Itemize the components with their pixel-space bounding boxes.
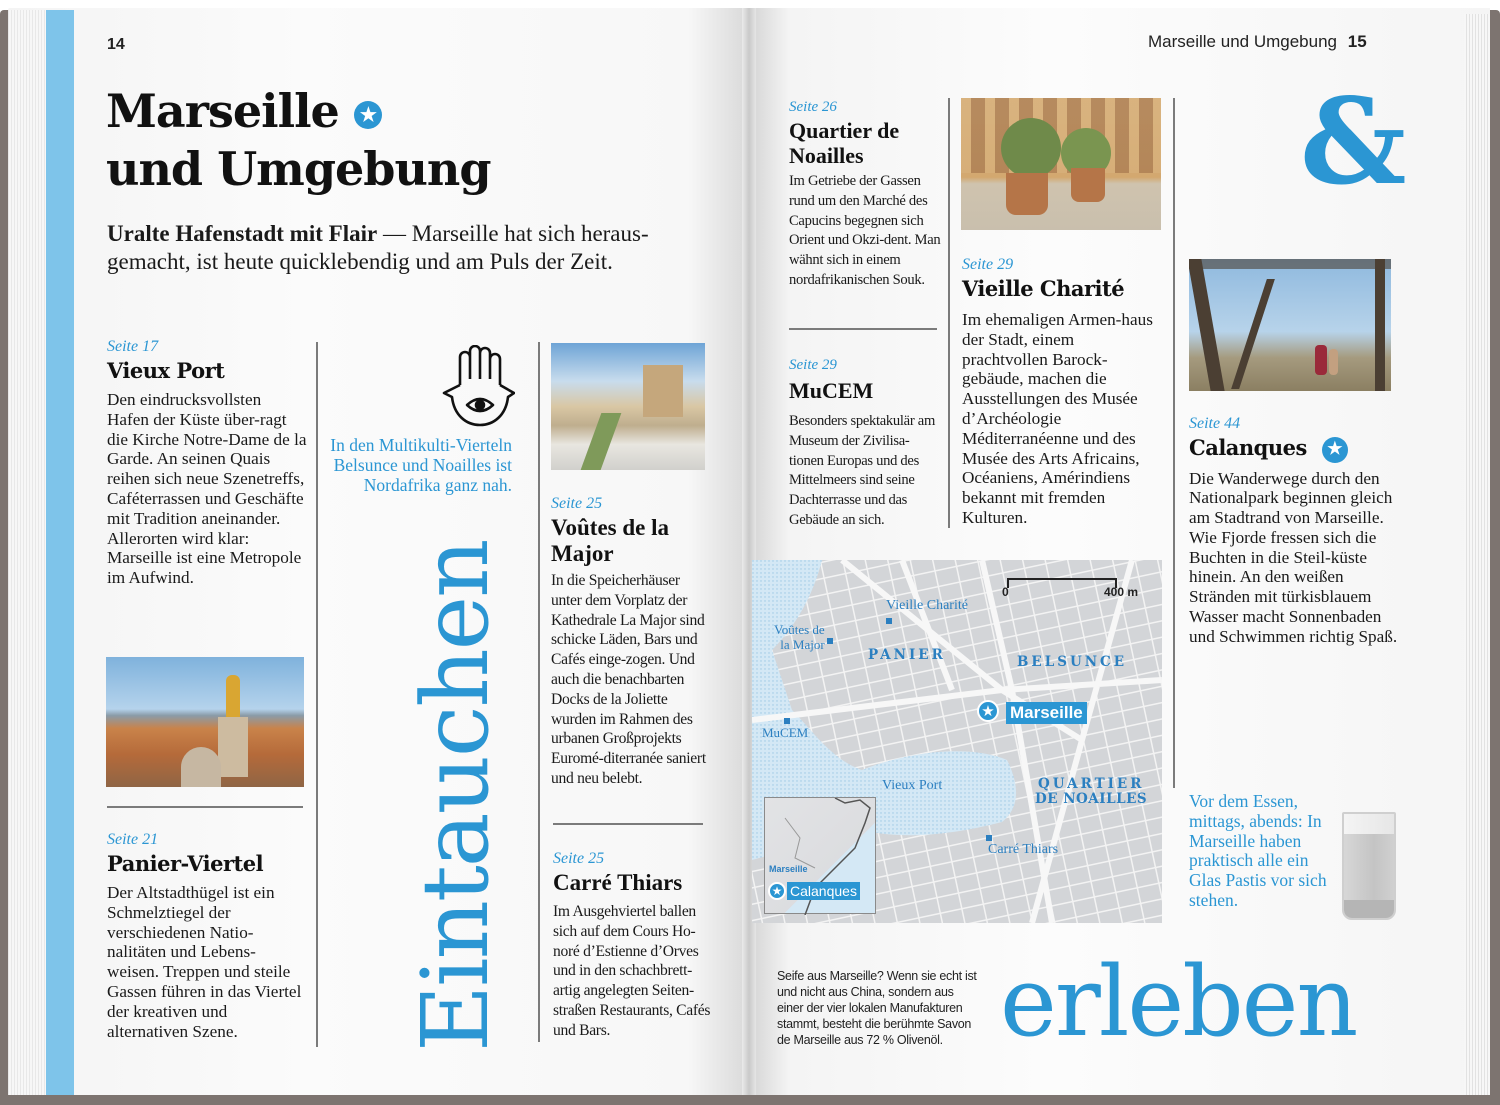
page-ref: Seite 29	[962, 256, 1014, 273]
running-head	[1148, 32, 1367, 52]
star-icon: ★	[977, 700, 999, 722]
chapter-color-strip	[46, 10, 74, 1095]
book-gutter	[742, 8, 756, 1095]
entry-text: Im ehemaligen Armen-haus der Stadt, einem prachtvollen Barock-gebäude, machen die Ausstellungen des Musée d’Archéologie Méditerranéenne und des Musée des Arts Africains, Océaniens, Amérindiens bekannt mit fremden Kulturen.	[962, 310, 1153, 527]
ampersand-heading: &	[1300, 72, 1407, 211]
title-line-2: und Umgebung	[106, 142, 491, 196]
right-page-edges	[1464, 14, 1490, 1095]
pastis-quote: Vor dem Essen, mittags, abends: In Marseille haben praktisch alle ein Glas Pastis vor sich stehen.	[1189, 791, 1327, 910]
map-badge-calanques[interactable]: Calanques	[787, 882, 860, 900]
page-ref: Seite 17	[107, 338, 159, 355]
column-divider	[316, 342, 318, 1047]
cathedrale-la-major-photo	[551, 343, 705, 470]
poi-marker	[886, 618, 892, 624]
district-quartier: QUARTIER	[1038, 776, 1145, 792]
divider	[107, 806, 303, 808]
divider	[553, 823, 703, 825]
star-icon: ★	[354, 101, 382, 129]
notre-dame-de-la-garde-photo	[106, 657, 304, 787]
map-scale-bar	[1007, 578, 1117, 588]
scale-end: 400 m	[1104, 585, 1139, 599]
entry-title-text: Calanques	[1189, 435, 1307, 460]
poi-marker	[784, 718, 790, 724]
intro-body: Marseille hat sich heraus-gemacht, ist heute quicklebendig und am Puls der Zeit.	[107, 221, 649, 274]
region-inset-map	[764, 797, 876, 914]
entry-title: Panier-Viertel	[107, 851, 264, 876]
vertical-word-eintauchen: Eintauchen	[402, 540, 509, 1052]
map-label-voutes-line1: Voûtes de	[774, 622, 825, 637]
map-label-voutes-line2: la Major	[780, 637, 825, 652]
entry-text: Besonders spektakulär am Museum der Zivilisa-tionen Europas und des Mittelmeers sind seine Dachterrasse und das Gebäude an sich.	[789, 413, 935, 528]
running-head-title: Marseille und Umgebung	[1148, 32, 1337, 51]
entry-vieille-charite	[962, 256, 1162, 528]
map-label-vieux-port[interactable]: Vieux Port	[882, 778, 943, 793]
pastis-glass-photo	[1340, 812, 1398, 924]
district-panier: PANIER	[868, 647, 946, 663]
entry-mucem	[789, 357, 944, 531]
map-badge-marseille[interactable]: Marseille	[1006, 702, 1087, 724]
entry-title: Voûtes de la Major	[551, 515, 669, 566]
entry-title: Carré Thiars	[553, 870, 683, 895]
multikulti-quote: In den Multikulti-Vierteln Belsunce und Noailles ist Nordafrika ganz nah.	[330, 435, 512, 495]
vieille-charite-courtyard-photo	[961, 98, 1161, 230]
entry-text: Im Getriebe der Gassen rund um den Marché des Capucins begegnen sich Orient und Okzi-dent. Man wähnt sich in einem nordafrikanischen Souk.	[789, 173, 941, 288]
entry-text: In die Speicherhäuser unter dem Vorplatz der Kathedrale La Major sind schicke Läden, Bars und Cafés einge-zogen. Und auch die benachbarten Docks de la Joliette wurden im Rahmen des urbanen Großprojekts Euromé-diterranée saniert und neu belebt.	[551, 572, 706, 787]
marseille-city-map[interactable]	[752, 560, 1162, 923]
entry-title: Vieux Port	[107, 358, 225, 383]
hamsa-hand-icon	[440, 345, 515, 430]
left-page-edges	[8, 10, 48, 1095]
intro-dash: —	[377, 221, 412, 246]
page-ref: Seite 21	[107, 831, 159, 848]
entry-title: MuCEM	[789, 378, 874, 403]
star-icon: ★	[1322, 437, 1348, 463]
heading-erleben: erleben	[1000, 946, 1357, 1058]
scale-start: 0	[1002, 585, 1009, 599]
entry-vieux-port	[107, 338, 307, 588]
entry-panier-viertel	[107, 831, 307, 1041]
column-divider	[538, 342, 540, 1042]
entry-quartier-de-noailles	[789, 99, 944, 291]
entry-title	[1189, 435, 1404, 463]
entry-text: Im Ausgehviertel ballen sich auf dem Cours Ho-noré d’Estienne d’Orves und in den schachbrett-artig angelegten Seiten-straßen Restaurants, Cafés und Bars.	[553, 903, 711, 1039]
entry-carre-thiars	[553, 850, 713, 1041]
entry-calanques	[1189, 415, 1404, 647]
poi-marker	[827, 638, 833, 644]
column-divider	[1173, 98, 1175, 788]
page-number-left: 14	[107, 36, 125, 53]
entry-text: Der Altstadthügel ist ein Schmelztiegel der verschiedenen Natio-nalitäten und Lebens-weisen. Treppen und steile Gassen führen in das Viertel der kreativen und alternativen Szene.	[107, 883, 302, 1041]
divider	[789, 328, 937, 330]
star-icon: ★	[768, 882, 786, 900]
soap-note: Seife aus Marseille? Wenn sie echt ist und nicht aus China, sondern aus einer der vier lokalen Manufakturen stammt, besteht die berühmte Savon de Marseille aus 72 % Olivenöl.	[777, 969, 977, 1047]
page-ref: Seite 29	[789, 357, 837, 373]
district-noailles: DE NOAILLES	[1035, 791, 1148, 807]
entry-text: Den eindrucksvollsten Hafen der Küste über-ragt die Kirche Notre-Dame de la Garde. An seinen Quais reihen sich neue Szenetreffs, Caféterrassen und Geschäfte mit Tradition aneinander. Allerorten wird klar: Marseille ist eine Metropole im Aufwind.	[107, 390, 307, 588]
page-title	[106, 82, 491, 198]
map-label-voutes[interactable]	[774, 622, 825, 652]
column-divider	[948, 98, 950, 528]
entry-text: Die Wanderwege durch den Nationalpark beginnen gleich am Stadtrand von Marseille. Wie Fjorde fressen sich die Buchten in die Steil-küste hinein. An den weißen Stränden mit türkisblauem Wasser macht Sonnenbaden und Schwimmen richtig Spaß.	[1189, 468, 1398, 646]
map-label-carre-thiars[interactable]: Carré Thiars	[988, 842, 1059, 857]
page-ref: Seite 25	[553, 850, 605, 867]
calanques-hikers-photo	[1189, 259, 1391, 391]
page-ref: Seite 26	[789, 99, 837, 115]
page-ref: Seite 25	[551, 495, 603, 512]
intro-text	[107, 220, 697, 276]
entry-title: Quartier de Noailles	[789, 118, 900, 168]
intro-bold: Uralte Hafenstadt mit Flair	[107, 221, 378, 246]
map-label-mucem[interactable]: MuCEM	[762, 725, 809, 740]
entry-title: Vieille Charité	[962, 276, 1125, 301]
district-belsunce: BELSUNCE	[1017, 654, 1128, 670]
page-number-right: 15	[1347, 32, 1367, 51]
inset-label-marseille: Marseille	[769, 864, 808, 874]
entry-voutes-de-la-major	[551, 495, 711, 789]
page-ref: Seite 44	[1189, 415, 1241, 432]
map-label-vieille-charite[interactable]: Vieille Charité	[886, 598, 968, 613]
title-line-1: Marseille	[106, 84, 339, 138]
poi-marker	[986, 835, 992, 841]
